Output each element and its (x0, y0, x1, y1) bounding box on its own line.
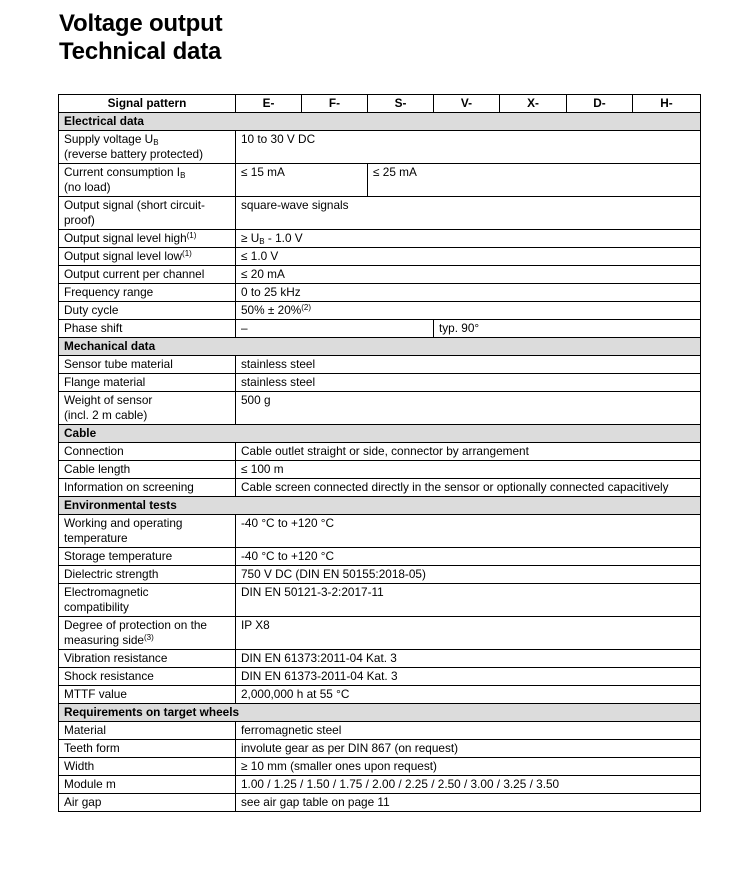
row-label: Working and operating temperature (59, 515, 236, 548)
header-row (59, 95, 701, 113)
table-row (59, 197, 701, 230)
row-value: ≤ 100 m (236, 461, 701, 479)
row-value: 1.00 / 1.25 / 1.50 / 1.75 / 2.00 / 2.25 / 2.50 / 3.00 / 3.25 / 3.50 (236, 776, 701, 794)
row-value: DIN EN 61373-2011-04 Kat. 3 (236, 668, 701, 686)
row-label: Phase shift (59, 320, 236, 338)
row-value: ferromagnetic steel (236, 722, 701, 740)
header-col-e: E- (236, 95, 302, 113)
row-label: Module m (59, 776, 236, 794)
section-row (59, 704, 701, 722)
row-label: Sensor tube material (59, 356, 236, 374)
row-label: Shock resistance (59, 668, 236, 686)
table-row (59, 356, 701, 374)
section-target-wheels: Requirements on target wheels (59, 704, 701, 722)
header-col-s: S- (368, 95, 434, 113)
row-value: 0 to 25 kHz (236, 284, 701, 302)
table-row (59, 566, 701, 584)
row-label: Flange material (59, 374, 236, 392)
table-row (59, 650, 701, 668)
table-row (59, 392, 701, 425)
header-col-v: V- (434, 95, 500, 113)
row-value: ≥ $U_B - 1.0$ V (236, 230, 701, 248)
section-mechanical: Mechanical data (59, 338, 701, 356)
page-title (59, 10, 222, 66)
row-value: 500 g (236, 392, 701, 425)
row-label: Electromagnetic compatibility (59, 584, 236, 617)
row-label: Cable length (59, 461, 236, 479)
row-label: Output signal level high$^{(1)}$ (59, 230, 236, 248)
section-cable: Cable (59, 425, 701, 443)
section-row (59, 425, 701, 443)
table-row (59, 284, 701, 302)
row-value: ≤ 25 mA (368, 164, 701, 197)
row-label: Duty cycle (59, 302, 236, 320)
row-label: Information on screening (59, 479, 236, 497)
header-col-h: H- (633, 95, 701, 113)
table-row (59, 722, 701, 740)
row-value: involute gear as per DIN 867 (on request) (236, 740, 701, 758)
table-row (59, 266, 701, 284)
row-value: ≤ 20 mA (236, 266, 701, 284)
row-value: – (236, 320, 434, 338)
row-value: 10 to 30 V DC (236, 131, 701, 164)
table-row (59, 131, 701, 164)
row-label: Dielectric strength (59, 566, 236, 584)
table-row (59, 617, 701, 650)
section-row (59, 497, 701, 515)
row-value: ≤ 15 mA (236, 164, 368, 197)
table-row (59, 776, 701, 794)
table-row (59, 584, 701, 617)
title-line-1: Voltage output (59, 10, 223, 37)
row-value: 750 V DC (DIN EN 50155:2018-05) (236, 566, 701, 584)
row-value: stainless steel (236, 374, 701, 392)
technical-data-table (58, 94, 701, 812)
row-value: square-wave signals (236, 197, 701, 230)
row-label: Material (59, 722, 236, 740)
table-row (59, 668, 701, 686)
header-col-f: F- (302, 95, 368, 113)
row-value: ≤ 1.0 V (236, 248, 701, 266)
row-value: 2,000,000 h at 55 °C (236, 686, 701, 704)
table-row (59, 515, 701, 548)
row-label: Current consumption $I_B$ (no load) (59, 164, 236, 197)
table-row (59, 248, 701, 266)
row-label: Vibration resistance (59, 650, 236, 668)
row-value: see air gap table on page 11 (236, 794, 701, 812)
row-label: Air gap (59, 794, 236, 812)
table-row (59, 320, 701, 338)
row-label: Teeth form (59, 740, 236, 758)
section-row (59, 338, 701, 356)
row-label: Weight of sensor (incl. 2 m cable) (59, 392, 236, 425)
row-label: Degree of protection on the measuring side$^{(3)}$ (59, 617, 236, 650)
title-line-2: Technical data (59, 38, 222, 65)
row-value: DIN EN 61373:2011-04 Kat. 3 (236, 650, 701, 668)
table-row (59, 230, 701, 248)
table-row (59, 302, 701, 320)
table-row (59, 794, 701, 812)
table-row (59, 164, 701, 197)
row-value: Cable outlet straight or side, connector by arrangement (236, 443, 701, 461)
row-value: ≥ 10 mm (smaller ones upon request) (236, 758, 701, 776)
row-label: Supply voltage $U_B$ (reverse battery protected) (59, 131, 236, 164)
row-value: stainless steel (236, 356, 701, 374)
table-row (59, 686, 701, 704)
section-environmental: Environmental tests (59, 497, 701, 515)
row-value: -40 °C to +120 °C (236, 515, 701, 548)
table-row (59, 461, 701, 479)
table-row (59, 548, 701, 566)
row-label: Frequency range (59, 284, 236, 302)
row-label: Output signal level low$^{(1)}$ (59, 248, 236, 266)
row-value: Cable screen connected directly in the sensor or optionally connected capacitively (236, 479, 701, 497)
section-row (59, 113, 701, 131)
header-col-d: D- (567, 95, 633, 113)
table-row (59, 479, 701, 497)
row-label: Width (59, 758, 236, 776)
row-value: typ. 90° (434, 320, 701, 338)
row-value: DIN EN 50121-3-2:2017-11 (236, 584, 701, 617)
row-value: -40 °C to +120 °C (236, 548, 701, 566)
row-label: Storage temperature (59, 548, 236, 566)
section-electrical: Electrical data (59, 113, 701, 131)
table-row (59, 758, 701, 776)
table-row (59, 740, 701, 758)
row-value: IP X8 (236, 617, 701, 650)
row-label: Output current per channel (59, 266, 236, 284)
table-row (59, 443, 701, 461)
row-label: Connection (59, 443, 236, 461)
header-col-x: X- (500, 95, 567, 113)
row-value: 50% ± 20%$^{(2)}$ (236, 302, 701, 320)
table-row (59, 374, 701, 392)
row-label: MTTF value (59, 686, 236, 704)
row-label: Output signal (short circuit- proof) (59, 197, 236, 230)
header-label: Signal pattern (59, 95, 236, 113)
